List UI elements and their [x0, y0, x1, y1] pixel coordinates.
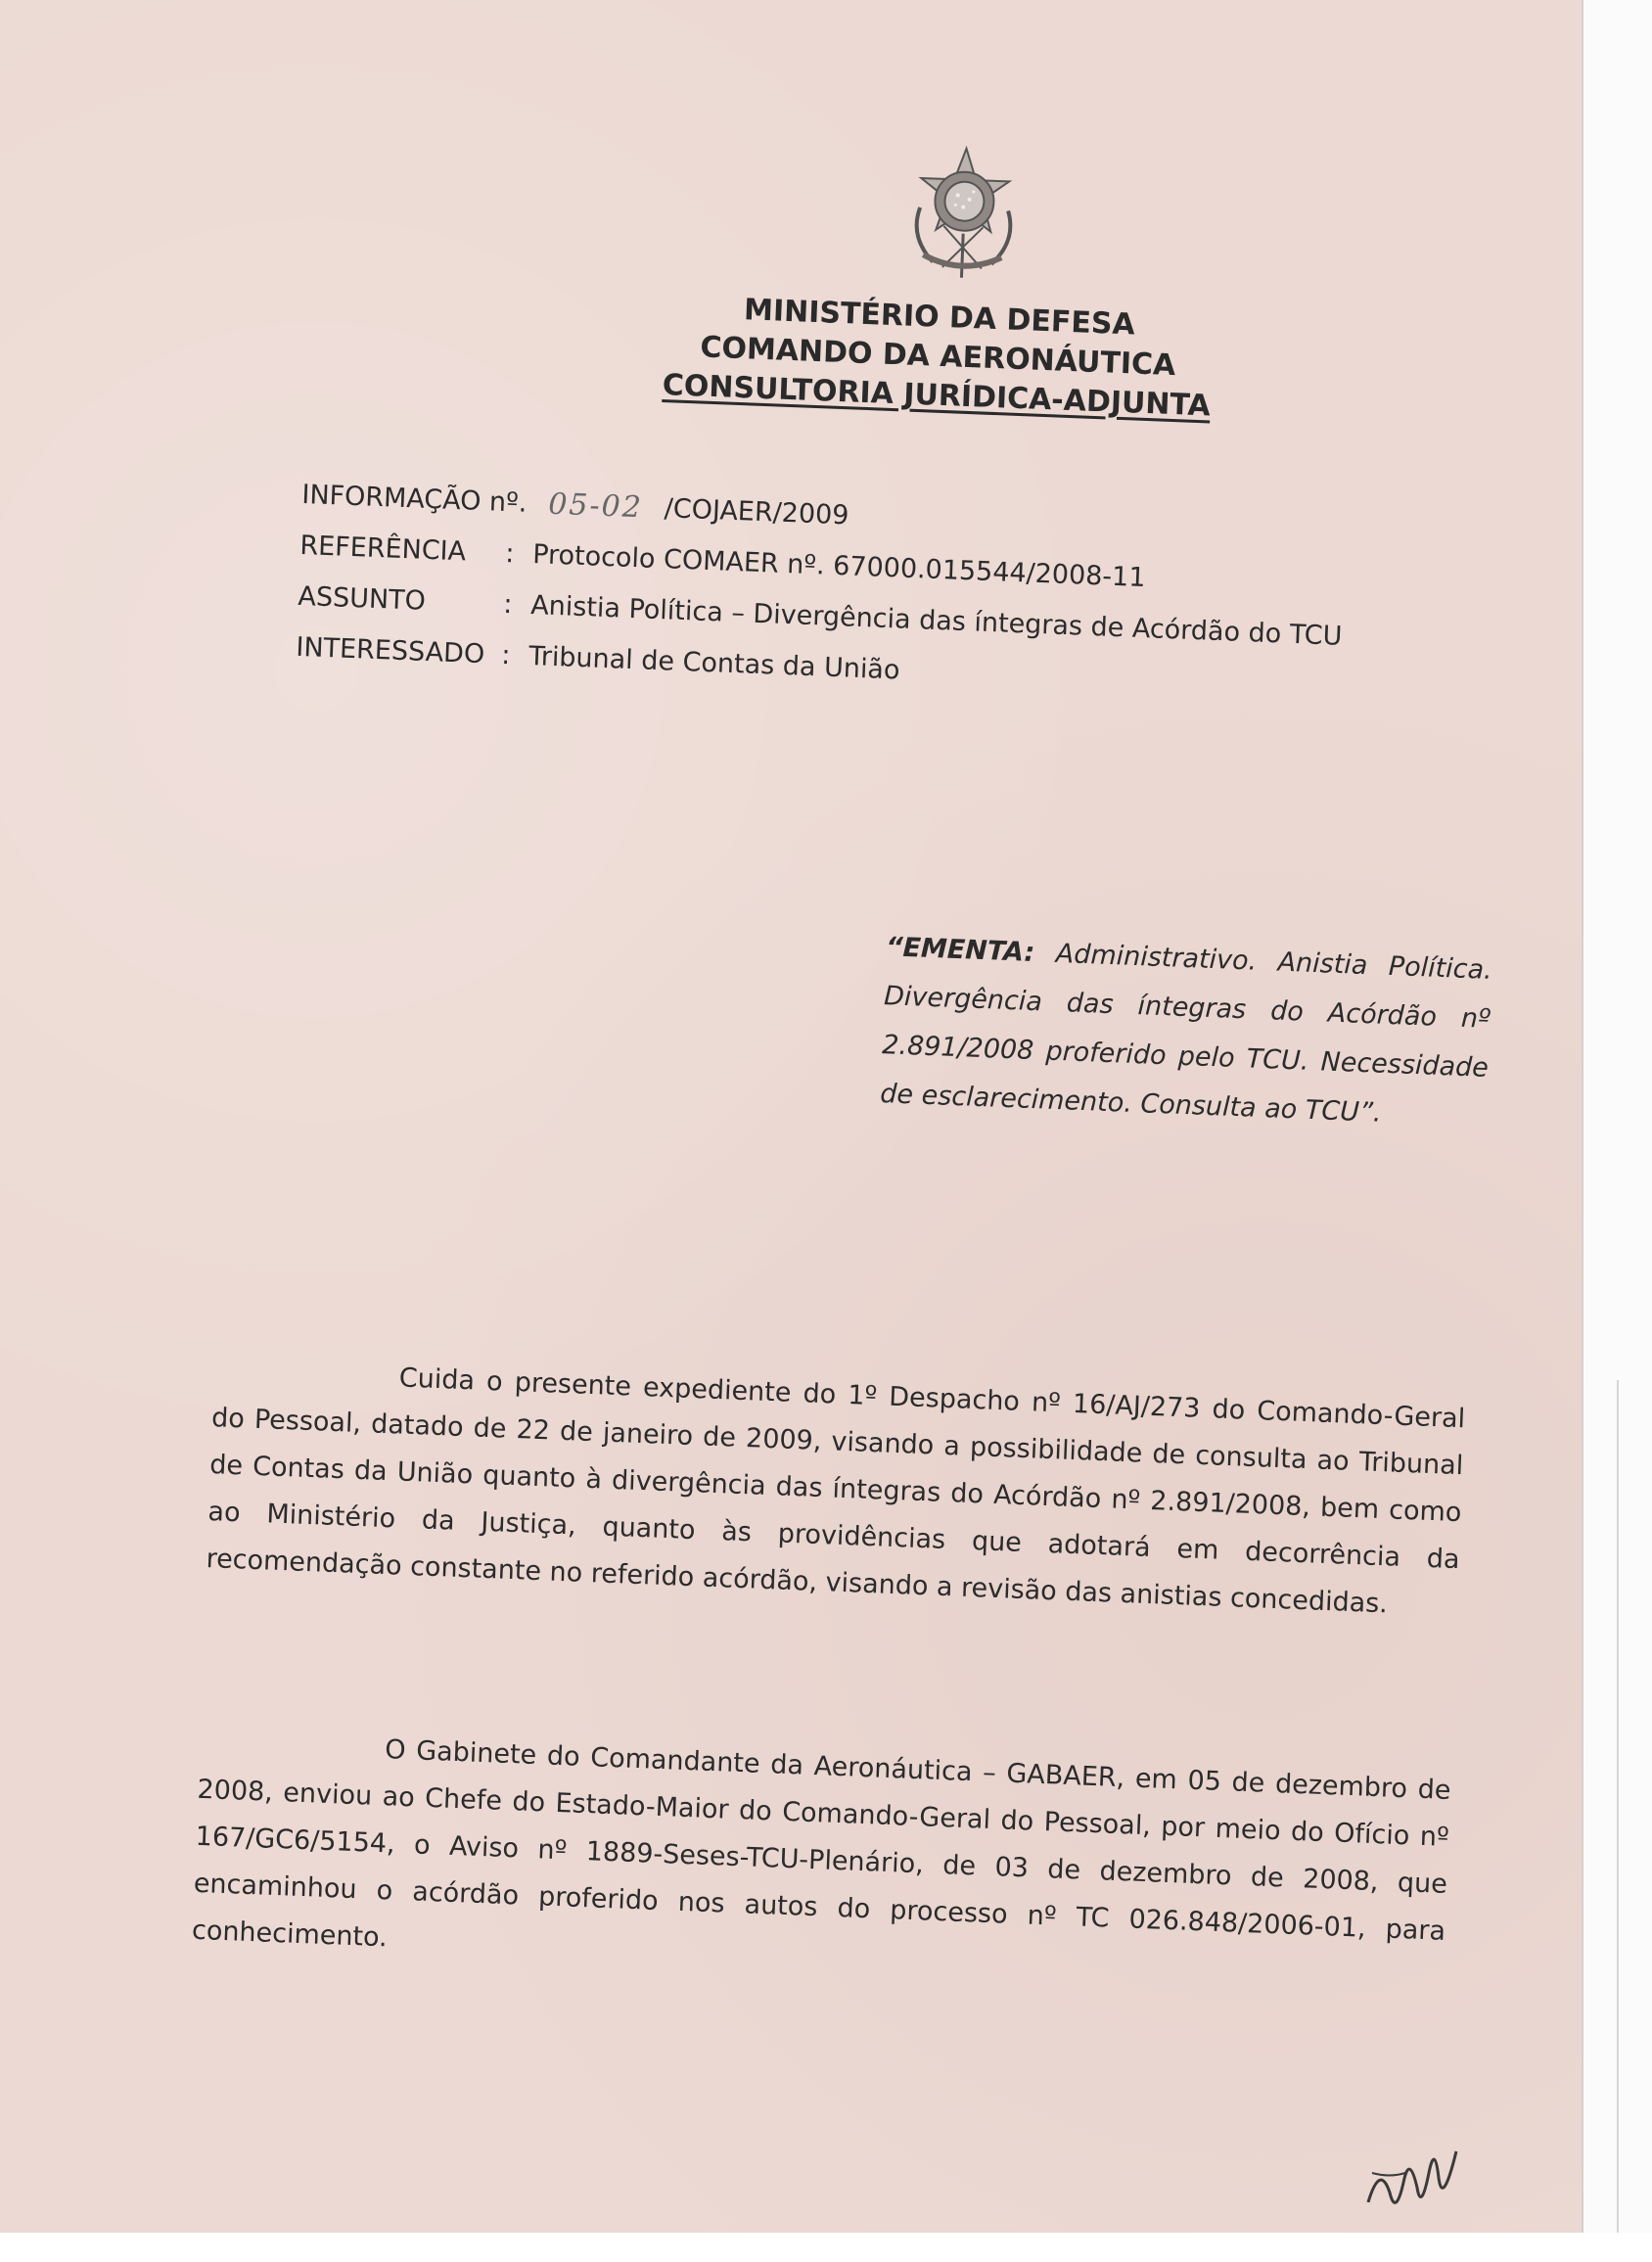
paragraph-indent: [213, 1379, 399, 1386]
paragraph-indent: [199, 1751, 385, 1758]
informacao-suffix: /COJAER/2009: [664, 493, 850, 531]
informacao-number: 05-02: [547, 486, 644, 526]
letterhead: [603, 286, 1272, 429]
field-separator: :: [502, 588, 513, 621]
referencia-value: Protocolo COMAER nº. 67000.015544/2008-11: [531, 539, 1147, 594]
paragraph-2-text: O Gabinete do Comandante da Aeronáutica – GABAER, em 05 de dezembro de 2008, enviou ao Chefe do Estado-Maior do Comando-Geral do Pessoal, por meio do Ofício nº 167/GC6/5154, o Aviso nº 1889-Seses-TCU-Plenário, de 03 de dezembro de 2008, que encaminhou o acórdão proferido nos autos do processo nº TC 026.848/2006-01, para conhecimento.: [191, 1734, 1452, 1954]
informacao-label: INFORMAÇÃO nº.: [300, 479, 528, 519]
ementa-text: Administrativo. Anistia Política. Divergência das íntegras do Acórdão nº 2.891/2008 proferido pelo TCU. Necessidade de esclarecimento. Consulta ao TCU”.: [879, 938, 1493, 1129]
letterhead-command: COMANDO DA AERONÁUTICA: [699, 330, 1176, 384]
ementa-block: [879, 923, 1492, 1142]
document-header-fields: [295, 470, 1476, 718]
letterhead-consultancy: CONSULTORIA JURÍDICA-ADJUNTA: [662, 367, 1212, 424]
paragraph-1-text: Cuida o presente expediente do 1º Despacho nº 16/AJ/273 do Comando-Geral do Pessoal, datado de 22 de janeiro de 2009, visando a possibilidade de consulta ao Tribunal de Contas da União quanto à divergência das íntegras do Acórdão nº 2.891/2008, bem como ao Ministério da Justiça, quanto às providências que adotará em decorrência da recomendação constante no referido acórdão, visando a revisão das anistias concedidas.: [206, 1362, 1466, 1620]
ementa-label: “EMENTA:: [885, 932, 1035, 969]
body-paragraph-1: [206, 1348, 1466, 1631]
interessado-label: INTERESSADO: [295, 631, 485, 670]
handwritten-signature-icon: [1360, 2134, 1468, 2222]
assunto-value: Anistia Política – Divergência das íntegras de Acórdão do TCU: [529, 589, 1343, 652]
scanner-edge-line: [1617, 1380, 1619, 2233]
referencia-label: REFERÊNCIA: [298, 530, 467, 568]
brazil-coat-of-arms-icon: [897, 138, 1031, 290]
field-separator: :: [504, 537, 515, 570]
body-paragraph-2: [191, 1720, 1451, 2003]
assunto-label: ASSUNTO: [297, 580, 427, 617]
letterhead-ministry: MINISTÉRIO DA DEFESA: [743, 293, 1136, 343]
field-separator: :: [500, 639, 512, 671]
interessado-value: Tribunal de Contas da União: [528, 640, 901, 686]
